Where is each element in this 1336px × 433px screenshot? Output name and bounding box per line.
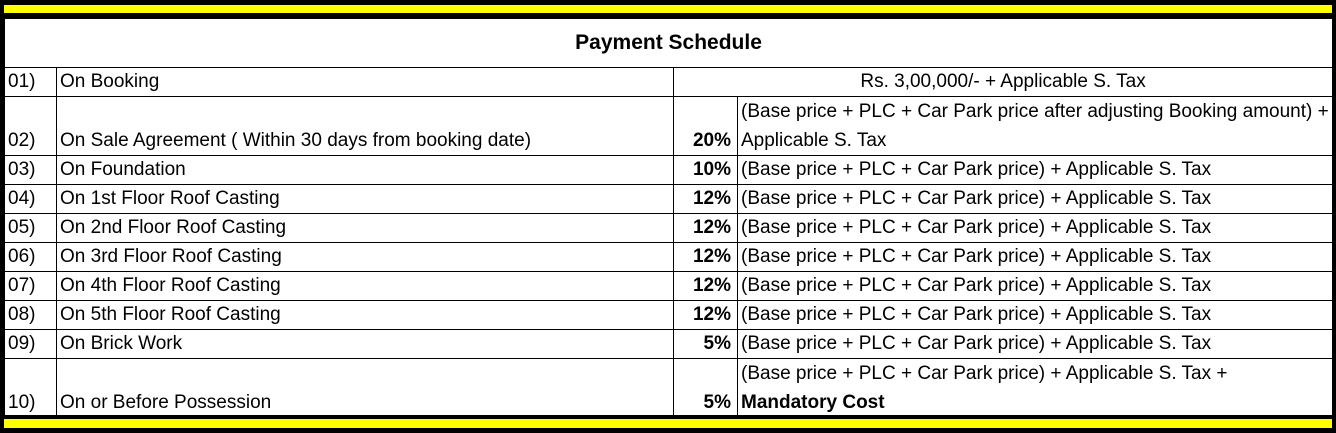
- table-row: [5, 330, 1333, 359]
- row-details: (Base price + PLC + Car Park price) + Applicable S. Tax: [738, 156, 1333, 185]
- row-percent: 12%: [674, 214, 738, 243]
- row-number: 07): [5, 272, 57, 301]
- row-details: (Base price + PLC + Car Park price after adjusting Booking amount) + Applicable S. Tax: [738, 97, 1333, 156]
- row-number: 03): [5, 156, 57, 185]
- row-stage: On Foundation: [57, 156, 674, 185]
- row-details-bold: Mandatory Cost: [741, 392, 885, 413]
- row-percent: 20%: [674, 97, 738, 156]
- row-percent: 12%: [674, 185, 738, 214]
- table-row: [5, 359, 1333, 418]
- row-number: 09): [5, 330, 57, 359]
- row-details: (Base price + PLC + Car Park price) + Applicable S. Tax: [738, 214, 1333, 243]
- table-title: Payment Schedule: [5, 19, 1333, 68]
- top-yellow-stripe: [4, 5, 1332, 13]
- row-details: (Base price + PLC + Car Park price) + Applicable S. Tax: [738, 243, 1333, 272]
- table-row: [5, 185, 1333, 214]
- table-row: [5, 243, 1333, 272]
- row-percent: 5%: [674, 359, 738, 418]
- row-details: [738, 359, 1333, 418]
- bottom-yellow-stripe: [4, 419, 1332, 428]
- row-percent: 5%: [674, 330, 738, 359]
- table-row: [5, 214, 1333, 243]
- row-stage: On 5th Floor Roof Casting: [57, 301, 674, 330]
- row-details-text: (Base price + PLC + Car Park price) + Applicable S. Tax +: [741, 363, 1228, 384]
- row-stage: On Sale Agreement ( Within 30 days from booking date): [57, 97, 674, 156]
- row-stage: On 2nd Floor Roof Casting: [57, 214, 674, 243]
- row-details: (Base price + PLC + Car Park price) + Applicable S. Tax: [738, 301, 1333, 330]
- row-details: Rs. 3,00,000/- + Applicable S. Tax: [674, 68, 1333, 97]
- row-number: 08): [5, 301, 57, 330]
- row-number: 02): [5, 97, 57, 156]
- payment-schedule-table: [4, 18, 1333, 418]
- row-details: (Base price + PLC + Car Park price) + Applicable S. Tax: [738, 330, 1333, 359]
- table-row: [5, 156, 1333, 185]
- row-number: 05): [5, 214, 57, 243]
- row-stage: On 4th Floor Roof Casting: [57, 272, 674, 301]
- row-stage: On Brick Work: [57, 330, 674, 359]
- row-percent: 10%: [674, 156, 738, 185]
- row-stage: On or Before Possession: [57, 359, 674, 418]
- row-number: 01): [5, 68, 57, 97]
- row-stage: On Booking: [57, 68, 674, 97]
- table-row: [5, 301, 1333, 330]
- top-border: [0, 0, 1336, 18]
- bottom-border: [0, 415, 1336, 433]
- table-row: [5, 68, 1333, 97]
- row-percent: 12%: [674, 272, 738, 301]
- row-details: (Base price + PLC + Car Park price) + Applicable S. Tax: [738, 185, 1333, 214]
- table-row: [5, 97, 1333, 156]
- row-number: 10): [5, 359, 57, 418]
- row-percent: 12%: [674, 301, 738, 330]
- table-row: [5, 272, 1333, 301]
- row-stage: On 3rd Floor Roof Casting: [57, 243, 674, 272]
- row-details: (Base price + PLC + Car Park price) + Applicable S. Tax: [738, 272, 1333, 301]
- row-stage: On 1st Floor Roof Casting: [57, 185, 674, 214]
- row-number: 06): [5, 243, 57, 272]
- row-percent: 12%: [674, 243, 738, 272]
- row-number: 04): [5, 185, 57, 214]
